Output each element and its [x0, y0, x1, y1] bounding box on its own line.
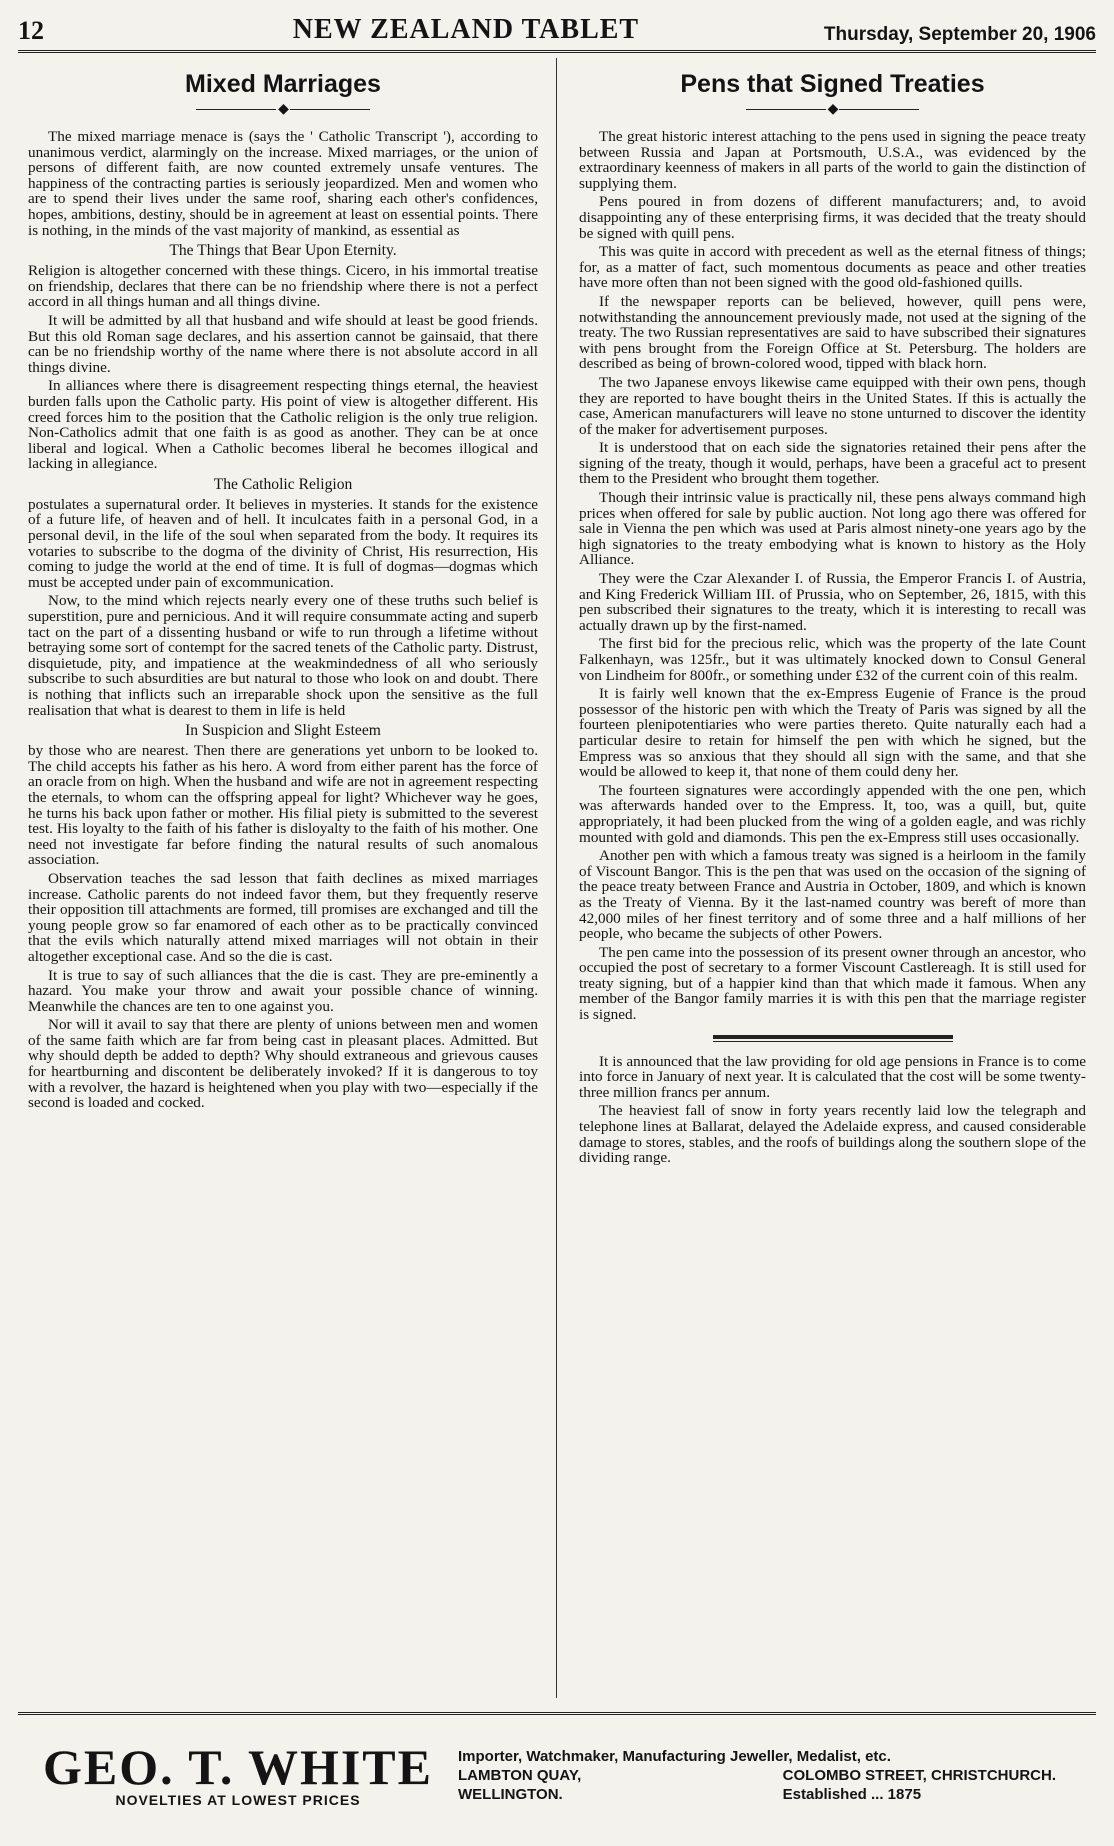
paragraph: In alliances where there is disagreement respecting things eternal, the heaviest burden falls upon the Catholic party. His point of view is altogether different. His creed forces him to the position that the Catholic religion is the only true religion. Non-Catholics admit that one faith is as good as another. They can be at once liberal and logical. When a Catholic becomes liberal he becomes illogical and lacking in allegiance.: [28, 377, 538, 473]
ad-addresses: [458, 1766, 1096, 1804]
advertisement: [18, 1712, 1096, 1835]
paragraph: It is fairly well known that the ex-Empress Eugenie of France is the proud possessor of the historic pen with which the Treaty of Paris was signed by all the fourteen plenipotentiaries who were parties thereto. Quite naturally each had a particular desire to retain for himself the pen with which he signed, but the Empress was so anxious that they should all sign with the same, and that she would be allowed to keep it, that none of them could deny her.: [579, 685, 1086, 781]
paragraph: The great historic interest attaching to the pens used in signing the peace treaty between Russia and Japan at Portsmouth, U.S.A., was evidenced by the extraordinary keenness of makers in all parts of the world to gain the distinction of supplying them.: [579, 128, 1086, 192]
paragraph: by those who are nearest. Then there are generations yet unborn to be looked to. The child accepts his father as his hero. A word from either parent has the force of an oracle from on high. When the husband and wife are not in agreement respecting the eternals, to whom can the offspring appeal for light? Whichever way he goes, he turns his back upon father or mother. His filial piety is submitted to the severest test. His loyalty to the faith of his father is disloyalty to the faith of his mother. One need not investigate far before finding the natural results of such anomalous association.: [28, 742, 538, 869]
article-title-mixed-marriages: Mixed Marriages: [185, 70, 381, 98]
article-title-pens-treaties: Pens that Signed Treaties: [680, 70, 985, 98]
ad-trades: Importer, Watchmaker, Manufacturing Jeweller, Medalist, etc.: [458, 1747, 891, 1765]
paragraph: Pens poured in from dozens of different manufacturers; and, to avoid disappointing any of these enterprising firms, it was decided that the treaty should be signed with quill pens.: [579, 193, 1086, 242]
news-item: It is announced that the law providing for old age pensions in France is to come into force in January of next year. It is calculated that the cost will be some twenty-three million francs per annum.: [579, 1052, 1086, 1101]
paragraph: Religion is altogether concerned with these things. Cicero, in his immortal treatise on friendship, declares that there can be no friendship where there is not a perfect accord in all things human and all things divine.: [28, 262, 538, 311]
title-ornament: ◆: [28, 103, 538, 117]
article-columns: [18, 58, 1096, 1698]
ad-established: Established ... 1875: [782, 1785, 922, 1803]
paragraph: They were the Czar Alexander I. of Russia, the Emperor Francis I. of Austria, and King Frederick William III. of Prussia, who on September, 26, 1815, with this pen subscribed their signatures to the treaty, which it is interesting to recall was actually drawn up by the first-named.: [579, 570, 1086, 634]
ad-address-christchurch: [783, 1766, 1056, 1804]
paragraph: If the newspaper reports can be believed, however, quill pens were, notwithstanding the announcement previously made, not used at the signing of the treaty. The two Russian representatives are said to have subscribed their signatures with pens brought from the Foreign Office at St. Petersburg. The holders are described as being of brown-colored wood, tipped with black horn.: [579, 292, 1086, 373]
right-column: [557, 58, 1096, 1698]
paragraph: It will be admitted by all that husband and wife should at least be good friends. But this old Roman sage declares, and his assertion cannot be gainsaid, that there can be no friendship worthy of the name where there is not absolute accord in all things divine.: [28, 311, 538, 376]
paragraph: The fourteen signatures were accordingly appended with the one pen, which was afterwards handed over to the Empress. It, too, was a quill, but, quite appropriately, it had been plucked from the wing of a golden eagle, and was richly mounted with gold and diamonds. This pen the ex-Empress still uses occasionally.: [579, 781, 1086, 846]
ad-company-name: GEO. T. WHITE: [42, 1739, 433, 1795]
paragraph: It is true to say of such alliances that the die is cast. They are pre-eminently a hazard. You make your throw and await your possible chance of winning. Meanwhile the chances are ten to one against you.: [28, 966, 538, 1015]
paragraph: Now, to the mind which rejects nearly every one of these truths such belief is superstition, pure and pernicious. And it will require consummate acting and superb tact on the part of a dissenting husband or wife to run through a lifetime without betraying some sort of contempt for the sacred tenets of the Catholic party. Distrust, disquietude, pity, and impatience at the weakmindedness of all who seriously subscribe to such absurdities are but natural to those who look on and doubt. There is nothing that inflicts such an irreparable shock upon the sensitive as the full realisation that what is dearest to them in life is held: [28, 592, 538, 719]
paragraph: Nor will it avail to say that there are plenty of unions between men and women of the same faith which are far from being cast in pleasant places. Admitted. But why should depth be added to depth? Why should extraneous and grievous causes for heartburning and discontent be deliberately invoked? If it is dangerous to toy with a revolver, the hazard is heightened when you play with two—especially if the second is loaded and cocked.: [28, 1016, 538, 1112]
paragraph: The pen came into the possession of its present owner through an ancestor, who occupied the post of secretary to a former Viscount Castlereagh. It is still used for treaty signing, but of a happier kind than that which made it famous. When any member of the Bangor family marries it is with this pen that the marriage register is signed.: [579, 943, 1086, 1024]
paragraph: Observation teaches the sad lesson that faith declines as mixed marriages increase. Catholic parents do not indeed favor them, but they frequently reserve their opposition till attachments are formed, till promises are exchanged and till the young people grow so far enamored of each other as to be practically convinced that the evils which naturally attend mixed marriages will not obtain in their altogether exceptional case. And so the die is cast.: [28, 869, 538, 965]
paragraph: This was quite in accord with precedent as well as the eternal fitness of things; for, as a matter of fact, such momentous documents as peace and other treaties have more often than not been signed with the good old-fashioned quills.: [579, 243, 1086, 292]
ad-address-street: LAMBTON QUAY,: [458, 1766, 582, 1784]
ad-address-city: WELLINGTON.: [458, 1785, 563, 1803]
page-number: 12: [18, 16, 44, 45]
paragraph: The first bid for the precious relic, which was the property of the late Count Falkenhayn, was 125fr., but it was ultimately knocked down to Consul General von Lindheim for 800fr., or something under £32 of the current coin of this realm.: [579, 635, 1086, 684]
left-column: [18, 58, 557, 1698]
ad-address-wellington: [458, 1766, 581, 1804]
subheading: In Suspicion and Slight Esteem: [185, 722, 381, 740]
paper-name: NEW ZEALAND TABLET: [292, 14, 640, 45]
paragraph: Though their intrinsic value is practically nil, these pens always command high prices when offered for sale by public auction. Not long ago there was offered for sale in Vienna the pen which was used at Paris almost ninety-one years ago by the high signatories to the treaty embodying what is known to history as the Holy Alliance.: [579, 489, 1086, 569]
title-ornament: ◆: [579, 103, 1086, 117]
news-item: The heaviest fall of snow in forty years recently laid low the telegraph and telephone lines at Ballarat, delayed the Adelaide express, and caused considerable damage to stores, stables, and the roofs of buildings along the southern slope of the dividing range.: [579, 1102, 1086, 1167]
ad-address-street-2: COLOMBO STREET, CHRISTCHURCH.: [782, 1766, 1056, 1784]
paragraph: postulates a supernatural order. It believes in mysteries. It stands for the existence of a future life, of heaven and of hell. It inculcates faith in a personal God, in a personal devil, in the life of the soul when separated from the body. It requires its votaries to subscribe to the dogma of the divinity of Christ, His resurrection, His coming to judge the world at the end of time. It is full of dogmas—dogmas which must be accepted under pain of excommunication.: [28, 495, 538, 591]
paragraph: The mixed marriage menace is (says the ' Catholic Transcript '), according to unanimous verdict, alarmingly on the increase. Mixed marriages, or the union of persons of different faith, are now counted extremely unsafe ventures. The happiness of the contracting parties is seriously jeopardized. Men and women who are to spend their lives under the same roof, sharing each other's confidences, hopes, ambitions, destiny, should be in agreement at least on essential points. There is nothing, in the minds of the vast majority of mankind, as essential as: [28, 128, 538, 239]
masthead: [18, 10, 1096, 53]
ad-details: [458, 1747, 1096, 1804]
issue-date: Thursday, September 20, 1906: [823, 24, 1096, 45]
paragraph: The two Japanese envoys likewise came equipped with their own pens, though they are reported to have bought theirs in the United States. If this is actually the case, American manufacturers will leave no stone unturned to discover the identity of the maker for advertisement purposes.: [579, 373, 1086, 438]
ad-tagline: NOVELTIES AT LOWEST PRICES: [115, 1792, 361, 1808]
ad-brand: [18, 1739, 458, 1808]
section-divider: [713, 1035, 953, 1039]
section-divider-thin: [713, 1041, 953, 1042]
paragraph: It is understood that on each side the signatories retained their pens after the signing of the treaty, though it would, perhaps, have been a graceful act to present them to the President who brought them together.: [579, 439, 1086, 488]
paragraph: Another pen with which a famous treaty was signed is a heirloom in the family of Viscount Bangor. This is the pen that was used on the occasion of the signing of the peace treaty between France and Austria in October, 1809, and which is known as the Treaty of Vienna. By it the last-named country was bereft of more than 42,000 miles of her finest territory and of some three and a half millions of her people, who became the subjects of other Powers.: [579, 847, 1086, 943]
subheading: The Things that Bear Upon Eternity.: [169, 242, 397, 260]
subheading: The Catholic Religion: [213, 475, 353, 493]
